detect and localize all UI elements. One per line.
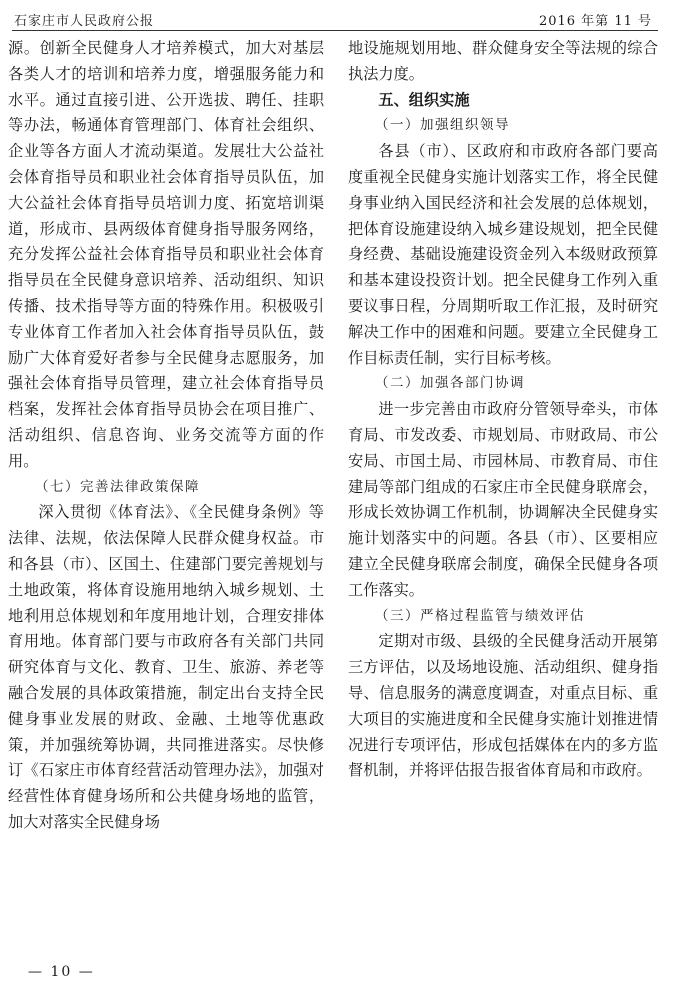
subheading-legal-policy: （七）完善法律政策保障	[35, 478, 200, 495]
paragraph-coordination: 进一步完善由市政府分管领导牵头，市体育局、市发改委、市规划局、市财政局、市公安局、市国土局、市园林局、市教育局、市住建局等部门组成的石家庄市全民健身联席会，形成长效协调工作机制，协调解决全民健身实施计划落实中的问题。各县（市）、区要相应建立全民健身联席会制度，确保全民健身各项工作落实。	[348, 400, 658, 599]
paragraph-supervision: 定期对市级、县级的全民健身活动开展第三方评估，以及场地设施、活动组织、健身指导、信息服务的满意度调查，对重点目标、重大项目的实施进度和全民健身实施计划推进情况进行专项评估，形成包括媒体在内的多方监督机制，并将评估报告报省体育局和市政府。	[348, 632, 658, 780]
section-heading-implementation: 五、组织实施	[378, 90, 470, 109]
paragraph-legal-policy: 深入贯彻《体育法》、《全民健身条例》等法律、法规，依法保障人民群众健身权益。市和各县（市）、区国土、住建部门要完善规划与土地政策，将体育设施用地纳入城乡规划、土地利用总体规划和年度用地计划，合理安排体育用地。体育部门要与市政府各有关部门共同研究体育与文化、教育、卫生、旅游、养老等融合发展的具体政策措施，制定出台支持全民健身事业发展的财政、金融、土地等优惠政策，并加强统筹协调，共同推进落实。尽快修订《石家庄市体育经营活动管理办法》，加强对经营性体育健身场所和公共健身场地的监管，加大对落实全民健身场	[8, 503, 324, 831]
subheading-supervision: （三）严格过程监管与绩效评估	[375, 607, 585, 624]
right-column	[348, 36, 658, 784]
issue-number: 2016 年第 11 号	[538, 14, 652, 29]
paragraph-leadership: 各县（市）、区政府和市政府各部门要高度重视全民健身实施计划落实工作，将全民健身事业纳入国民经济和社会发展的总体规划，把体育设施建设纳入城乡建设规划，把全民健身经费、基础设施建设资金列入本级财政预算和基本建设投资计划。把全民健身工作列入重要议事日程，分周期听取工作汇报，及时研究解决工作中的困难和问题。要建立全民健身工作目标责任制，实行目标考核。	[348, 142, 658, 367]
paragraph-continuation: 地设施规划用地、群众健身安全等法规的综合执法力度。	[348, 39, 658, 83]
publication-title: 石家庄市人民政府公报	[14, 14, 155, 29]
page-header	[12, 10, 658, 31]
subheading-coordination: （二）加强各部门协调	[375, 375, 525, 392]
subheading-leadership: （一）加强组织领导	[375, 117, 510, 134]
page-number: — 10 —	[28, 964, 95, 980]
left-column	[8, 36, 324, 836]
paragraph-talent-training: 源。创新全民健身人才培养模式，加大对基层各类人才的培训和培养力度，增强服务能力和水平。通过直接引进、公开选拔、聘任、挂职等办法，畅通体育管理部门、体育社会组织、企业等各方面人才流动渠道。发展壮大公益社会体育指导员和职业社会体育指导员队伍，加大公益社会体育指导员培训力度、拓宽培训渠道，形成市、县两级体育健身指导服务网络，充分发挥公益社会体育指导员和职业社会体育指导员在全民健身意识培养、活动组织、知识传播、技术指导等方面的特殊作用。积极吸引专业体育工作者加入社会体育指导员队伍，鼓励广大体育爱好者参与全民健身志愿服务，加强社会体育指导员管理，建立社会体育指导员档案，发挥社会体育指导员协会在项目推广、活动组织、信息咨询、业务交流等方面的作用。	[8, 39, 324, 470]
